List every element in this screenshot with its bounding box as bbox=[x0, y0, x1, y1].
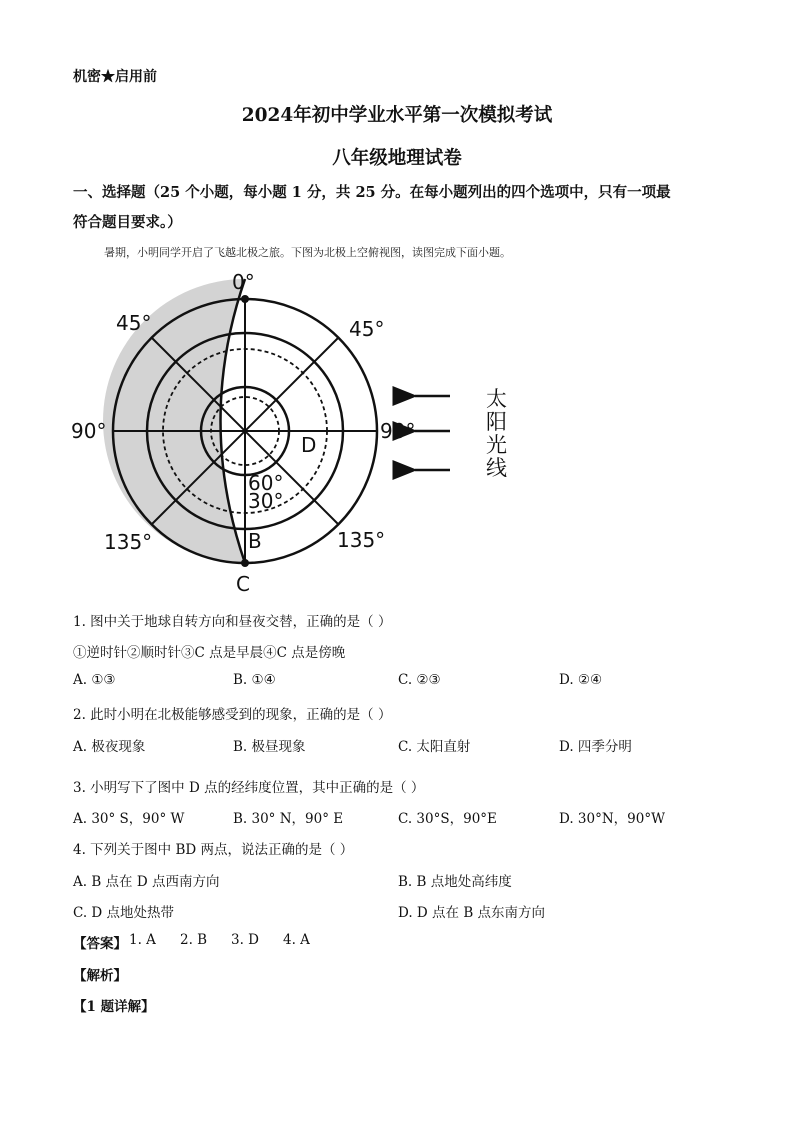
question-4-option-b[interactable]: B. B 点地处高纬度 bbox=[398, 874, 512, 890]
arctic-polar-view-figure bbox=[66, 268, 526, 598]
label-135-left: 135° bbox=[104, 530, 153, 554]
question-3-option-a[interactable]: A. 30° S，90° W bbox=[73, 811, 185, 827]
point-top-dot bbox=[241, 295, 249, 303]
point-c-dot bbox=[241, 559, 249, 567]
question-intro: 暑期，小明同学开启了飞越北极之旅。下图为北极上空俯视图，读图完成下面小题。 bbox=[104, 246, 511, 259]
question-3-stem: 3. 小明写下了图中 D 点的经纬度位置，其中正确的是（ ） bbox=[73, 780, 425, 796]
sun-ray-char-3: 光 bbox=[486, 433, 507, 457]
question-2-option-a[interactable]: A. 极夜现象 bbox=[73, 739, 146, 755]
section-heading-cont: 符合题目要求。） bbox=[73, 214, 182, 231]
detail-label: 【1 题详解】 bbox=[73, 999, 155, 1015]
question-4-option-a[interactable]: A. B 点在 D 点西南方向 bbox=[73, 874, 220, 890]
question-4-option-d[interactable]: D. D 点在 B 点东南方向 bbox=[398, 905, 546, 921]
question-3-option-c[interactable]: C. 30°S，90°E bbox=[398, 811, 497, 827]
question-1-option-b[interactable]: B. ①④ bbox=[233, 672, 276, 688]
question-2-stem: 2. 此时小明在北极能够感受到的现象，正确的是（ ） bbox=[73, 707, 392, 723]
question-3-option-d[interactable]: D. 30°N，90°W bbox=[559, 811, 665, 827]
sun-ray-char-4: 线 bbox=[486, 456, 507, 480]
question-3-option-b[interactable]: B. 30° N，90° E bbox=[233, 811, 344, 827]
answer-item-1: 1. A bbox=[129, 932, 156, 948]
question-4-stem: 4. 下列关于图中 BD 两点，说法正确的是（ ） bbox=[73, 842, 354, 858]
exam-subtitle: 八年级地理试卷 bbox=[332, 148, 462, 169]
question-1-option-d[interactable]: D. ②④ bbox=[559, 672, 603, 688]
question-2-option-d[interactable]: D. 四季分明 bbox=[559, 739, 632, 755]
question-2-option-b[interactable]: B. 极昼现象 bbox=[233, 739, 306, 755]
answer-item-3: 3. D bbox=[231, 932, 259, 948]
confidential-mark: 机密★启用前 bbox=[73, 69, 157, 85]
label-90-right: 90° bbox=[380, 419, 416, 443]
sun-ray-char-1: 太 bbox=[486, 387, 507, 411]
label-60: 60° bbox=[248, 471, 284, 495]
question-2-option-c[interactable]: C. 太阳直射 bbox=[398, 739, 471, 755]
label-0-degree: 0° bbox=[232, 270, 255, 294]
label-135-right: 135° bbox=[337, 528, 386, 552]
exam-title: 2024年初中学业水平第一次模拟考试 bbox=[241, 105, 553, 126]
question-1-option-a[interactable]: A. ①③ bbox=[73, 672, 116, 688]
label-45-left: 45° bbox=[116, 311, 152, 335]
section-heading: 一、选择题（25 个小题，每小题 1 分，共 25 分。在每小题列出的四个选项中，只有一项最 bbox=[73, 184, 671, 201]
answer-item-4: 4. A bbox=[283, 932, 310, 948]
label-30: 30° bbox=[248, 489, 284, 513]
label-point-b: B bbox=[248, 529, 262, 553]
question-1-option-c[interactable]: C. ②③ bbox=[398, 672, 441, 688]
question-1-stem: 1. 图中关于地球自转方向和昼夜交替，正确的是（ ） bbox=[73, 614, 392, 630]
label-90-left: 90° bbox=[71, 419, 107, 443]
label-point-c: C bbox=[236, 572, 250, 596]
answer-item-2: 2. B bbox=[180, 932, 208, 948]
answer-label: 【答案】 bbox=[73, 936, 127, 952]
question-4-option-c[interactable]: C. D 点地处热带 bbox=[73, 905, 175, 921]
sun-ray-char-2: 阳 bbox=[486, 410, 507, 434]
question-1-note: ①逆时针②顺时针③C 点是早晨④C 点是傍晚 bbox=[73, 645, 346, 661]
label-point-d: D bbox=[301, 433, 317, 457]
analysis-label: 【解析】 bbox=[73, 968, 127, 984]
label-45-right: 45° bbox=[349, 317, 385, 341]
